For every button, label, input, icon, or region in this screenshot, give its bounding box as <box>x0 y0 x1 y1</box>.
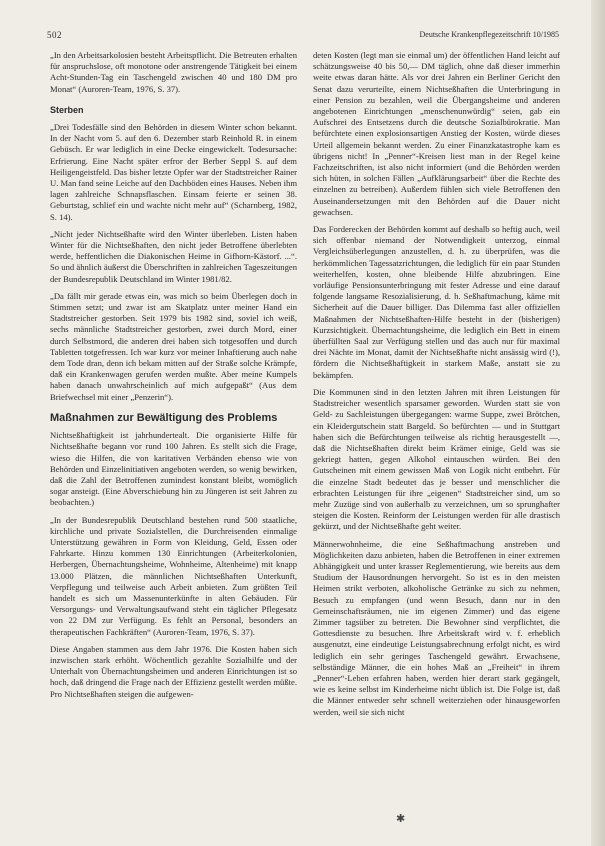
paragraph: „In den Arbeitsarkolosien besteht Arbeitspflicht. Die Betreuten erhalten für anspruchslose, oft monotone oder anstrengende Tätigkeit bei einem Acht-Stunden-Tag ein Taschengeld zwischen 40 und 180 DM pro Monat“ (Auroren-Team, 1976, S. 37). <box>50 50 297 94</box>
paragraph: deten Kosten (legt man sie einmal um) der öffentlichen Hand leicht auf schätzungsweise 40 bis 50,— DM täglich, ohne daß dieser immerhin weite etwas daran hätte. Als vor drei Jahren ein Berliner Gericht den Senat dazu verurteilte, einem Nichtseßhaften die Unterbringung in einer Pension zu bezahlen, weil die Übergangsheime und anderen angebotenen Einrichtungen „menschenunwürdig“ seien, gab ein Aufschrei des Entsetzens durch die deutsche Sozialbürokratie. Man befürchtete einen explosionsartigen Anstieg der Kosten, würde dieses Urteil allgemein bekannt werden. Zu einer Finanzkatastrophe kam es übrigens nicht! In „Penner“-Kreisen liest man in der Regel keine Fachzeitschriften, ist also nicht informiert (und die Behörden werden sich hüten, in solchen Fällen „Aufklärungsarbeit“ über die Rechte des einzelnen zu betreiben). Außerdem fühlen sich viele Betroffenen den Auseinandersetzungen mit den Behörden auf die Dauer nicht gewachsen. <box>313 50 560 217</box>
paragraph: Nichtseßhaftigkeit ist jahrhundertealt. Die organisierte Hilfe für Nichtseßhafte begann vor rund 100 Jahren. Es stellt sich die Frage, wieso die Hilfen, die von karitativen Verbänden ebenso wie von Behörden und Einzelinitiativen angeboten werden, so wenig bewirken, daß die Zahl der Betroffenen zumindest konstant bleibt, womöglich sogar ansteigt. (Eine Abverschiebung hin zu Jüngeren ist seit Jahren zu beobachten.) <box>50 430 297 508</box>
footer-mark: ✱ <box>396 813 406 825</box>
journal-header: Deutsche Krankenpflegezeitschrift 10/1985 <box>419 30 559 39</box>
paragraph: Die Kommunen sind in den letzten Jahren mit ihren Leistungen für Stadtstreicher wesentlich sparsamer geworden. Wurden statt sie von Geld- zu Sachleistungen übergegangen: warme Suppe, zwei Brötchen, ein Kleidergutschein statt Bargeld. So befürchten — und in Stuttgart haben sich die Befürchtungen teilweise als richtig herausgestellt —, daß die Nichtseßhaften direkt beim Krämer einige, Geld was sie gekriegt hatten, gegen Alkohol eintauschen würden. Bei den Gutscheinen mit einem gewissen Maß von Logik nicht entbehrt. Für die einzelne Stadt bedeutet das je besser und menschlicher die erbrachten Leistungen für ihre „eigenen“ Stadtstreicher sind, um so mehr Zuzüge sind von außerhalb zu verzeichnen, um so sprunghafter steigen die Kosten. Reinform der Leistungen werden für alle drastisch gekürzt, und der Nichtseßhafte geht weiter. <box>313 386 560 532</box>
section-heading-massnahmen: Maßnahmen zur Bewältigung des Problems <box>50 411 278 424</box>
paragraph: „Nicht jeder Nichtseßhafte wird den Winter überleben. Listen haben Winter für die Nichtseßhaften, den nicht jeder Betroffene überlebten werde, heffentlichen die Diakonischen Heime in Gifhorn-Kästorf. ...“. So und ähnlich äußerst die Überschriften in zahlreichen Tageszeitungen der Bundesrepublik Deutschland im Winter 1981/82. <box>50 228 297 284</box>
page-number: 502 <box>47 30 62 40</box>
section-heading-sterben: Sterben <box>50 104 84 115</box>
paragraph: Männerwohnheime, die eine Seßhaftmachung anstreben und Möglichkeiten dazu anbieten, haben die Betroffenen in einer extremen Abhängigkeit und unter krasser Reglementierung, wie bereits aus dem Studium der Hausordnungen hervorgeht. So ist es in den meisten Heimen strikt verboten, alkoholische Getränke zu sich zu nehmen, Besuch zu empfangen (und wenn Besuch, dann nur in den Gemeinschaftsräumen, nie im eigenen Zimmer) und das eigene Zimmer tagsüber zu betreten. Die Bewohner sind verpflichtet, die Gottesdienste zu besuchen. Ihre Arbeitskraft wird v. f. erheblich ausgenutzt, eine eindeutige Leistungsabrechnung erfolgt nicht, es wird lediglich ein sehr geringes Taschengeld gewährt. Erwachsene, selbständige Männer, die ein hohes Maß an „Freiheit“ in ihrem „Penner“-Leben erfahren haben, werden hier derart stark gegängelt, wie es keine selbst im Kinderheime nicht üblich ist. Die Folge ist, daß die Männer entweder sehr schnell weiterziehen oder hinausgeworfen werden, weil sie sich nicht <box>313 538 560 717</box>
paragraph: „Da fällt mir gerade etwas ein, was mich so beim Überlegen doch in Stimmen setzt; und zwar ist am Skatplatz unter meiner Hand ein Stadtstreicher gestorben. Seit 1979 bis 1982 sind, soviel ich weiß, sechs männliche Stadtstreicher gestorben, zwei durch Mord, einer durch Selbstmord, die anderen drei haben sich totgesoffen und durch Tabletten totgefressen. Ich war kurz vor meiner Inhaftierung auch nahe dem Tode dran, denn ich bekam mitten auf der Straße solche Krämpfe, daß ein Krankenwagen gerufen werden mußte. Aber meine Kumpels haben danach unwahrscheinlich auf mich aufgepaßt“ (Aus dem Briefwechsel mit einer „Penzerin“). <box>50 290 297 402</box>
paragraph: „In der Bundesrepublik Deutschland bestehen rund 500 staatliche, kirchliche und private Sozialstellen, die Durchreisenden einmalige Unterstützung gewähren in Form von Kleidung, Geld, Essen oder Fahrkarte. Hinzu kommen 130 Einrichtungen (Arbeiterkolonien, Herbergen, Übernachtungsheime, Wohnheime, Altenheime) mit knapp 13.000 Plätzen, die männlichen Nichtseßhaften Unterkunft, Verpflegung und teilweise auch Arbeit anbieten. Zum größten Teil handelt es sich um Massenunterkünfte in alten Gebäuden. Für Versorgungs- und Verwaltungsaufwand steht ein täglicher Pflegesatz von 22 DM zur Verfügung. Es fehlt an Personal, besonders an therapeutischen Fachkräften“ (Auroren-Team, 1976, S. 37). <box>50 514 297 637</box>
paragraph: Das Forderecken der Behörden kommt auf deshalb so heftig auch, weil sich offenbar niemand der Notwendigkeit unterzog, einmal Vergleichsüberlegungen anzustellen, d. h. zu überprüfen, was die herkömmlichen Tagessatzrichtungen, die lediglich für ein paar Stunden weiterhelfen, kosten, ohne bleibende Hilfe abzubringen. Eine vorläufige Pensionsunterbringung mit fester Adresse und eine darauf folgende langsame Resozialisierung, d. h. Seßhaftmachung, käme mit Sicherheit auf die Dauer billiger. Das Dilemma fast aller offiziellen Maßnahmen der Nichtseßhaften-Hilfe besteht in der (bisherigen) Kurzsichtigkeit. Übernachtungsheime, die lediglich ein Bett in einem überfüllten Saal zur Verfügung stellen und das auch nur für maximal drei Nächte im Monat, damit der Nichtseßhafte nicht ansässig wird (!), fördern die Nichtseßhaftigkeit in starkem Maße, anstatt sie zu bekämpfen. <box>313 224 560 380</box>
paragraph: Diese Angaben stammen aus dem Jahr 1976. Die Kosten haben sich inzwischen stark erhöht. Wöchentlich gezahlte Sozialhilfe und der Unterhalt von Übernachtungsheimen und anderen Einrichtungen ist so hoch, daß dringend die Frage nach der Effizienz gestellt werden müßte. Pro Nichtseßhaften steigen die aufgewen- <box>50 643 297 699</box>
paragraph: „Drei Todesfälle sind den Behörden in diesem Winter schon bekannt. In der Nacht vom 5. auf den 6. Dezember starb Reinhold R. in einem Gebüsch. Er war lediglich in eine Decke eingewickelt. Todesursache: Erfrierung. Eine Nacht später erfror der Berber Seppl S. auf dem Heiligengeistfeld. Das bisher letzte Opfer war der Stadtstreicher Rainer U. Man fand seine Leiche auf den Dachböden eines Hauses. Neben ihm lagen zahlreiche Schnapsflaschen. Einsam feierte er seinen 38. Geburtstag, schlief ein und wachte nicht mehr auf“ (Scharnberg, 1982, S. 14). <box>50 122 297 222</box>
left-column <box>50 50 297 706</box>
scan-edge <box>591 0 605 846</box>
right-column <box>313 50 560 724</box>
